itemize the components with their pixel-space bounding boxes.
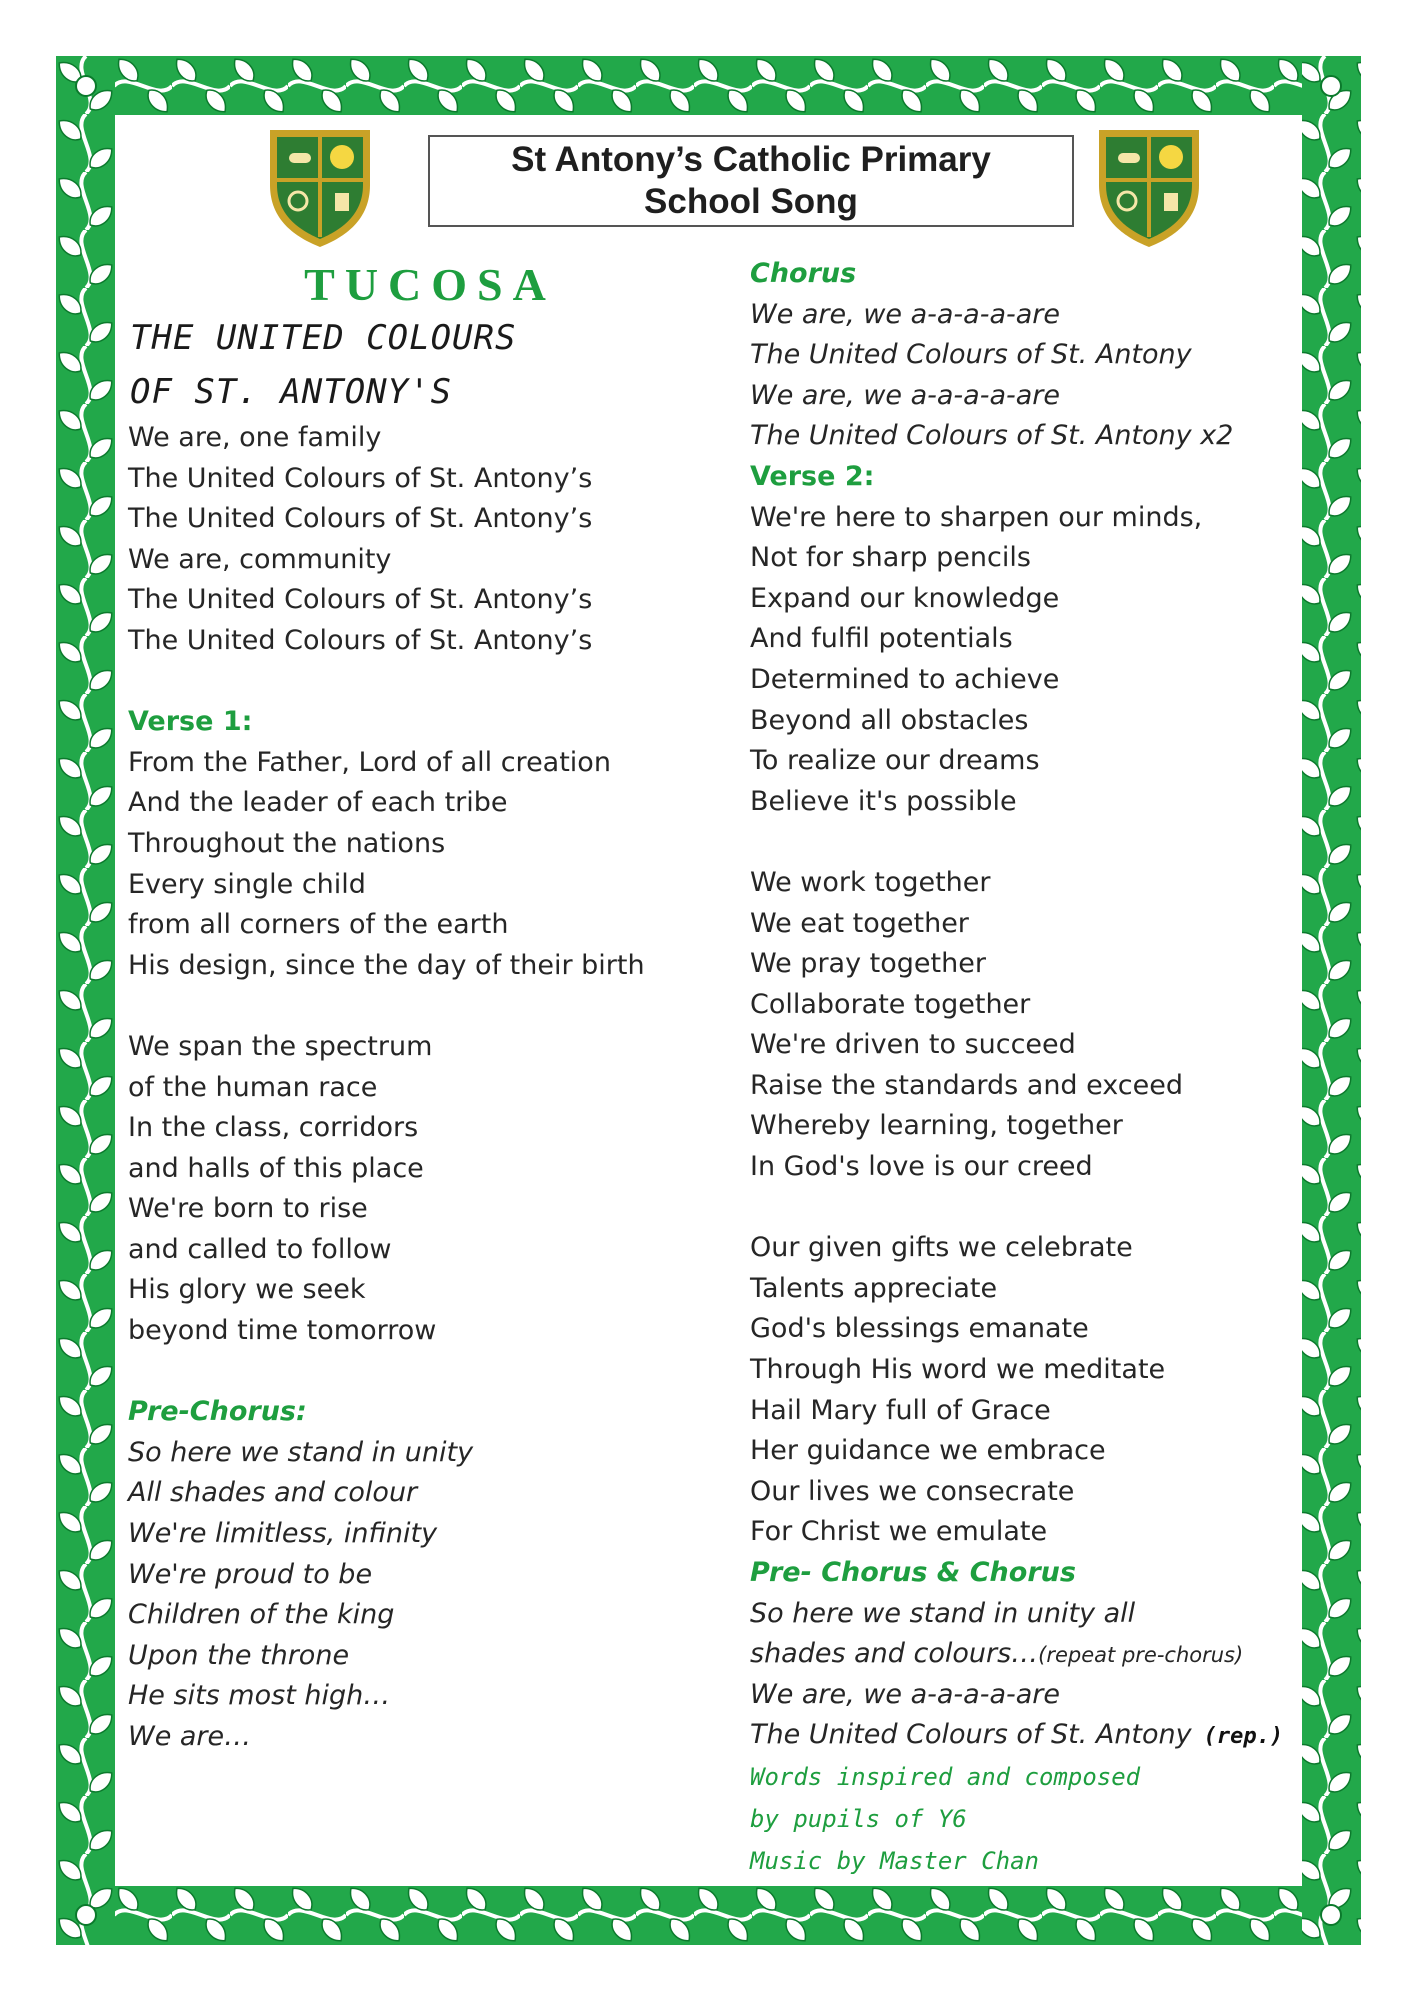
left-column xyxy=(128,418,728,1758)
lyric-line: from all corners of the earth xyxy=(128,909,509,941)
lyric-line: In the class, corridors xyxy=(128,1112,419,1144)
lyric-line xyxy=(750,1634,1310,1675)
lyric-line: Talents appreciate xyxy=(750,1272,998,1304)
lyric-line: We are, we a-a-a-a-are xyxy=(750,298,1060,330)
title-line-1: St Antony’s Catholic Primary xyxy=(511,140,991,179)
lyric-line: We're here to sharpen our minds, xyxy=(750,501,1203,533)
lyric-line: Beyond all obstacles xyxy=(750,704,1029,736)
lyric-line: We are, we a-a-a-a-are xyxy=(750,379,1060,411)
lyric-line: Determined to achieve xyxy=(750,663,1060,695)
lyric-line: We are, we a-a-a-a-are xyxy=(750,1678,1060,1710)
lyric-line xyxy=(750,1715,1310,1756)
lyric-line: Our lives we consecrate xyxy=(750,1475,1075,1507)
lyric-line: All shades and colour xyxy=(128,1477,418,1509)
lyric-line: Expand our knowledge xyxy=(750,582,1060,614)
right-column xyxy=(750,254,1310,1882)
lyric-line: Not for sharp pencils xyxy=(750,542,1031,574)
lyric-line: The United Colours of St. Antony’s xyxy=(128,462,593,494)
lyric-line: The United Colours of St. Antony’s xyxy=(128,584,593,616)
verse-1-heading: Verse 1: xyxy=(128,706,253,738)
lyric-line: God's blessings emanate xyxy=(750,1313,1089,1345)
lyric-line: We are, one family xyxy=(128,422,382,453)
lyric-text: The United Colours of St. Antony xyxy=(750,1719,1192,1751)
credit-line: Words inspired and composed xyxy=(750,1762,1141,1791)
lyric-line: In God's love is our creed xyxy=(750,1151,1093,1183)
lyric-line: Upon the throne xyxy=(128,1639,350,1671)
lyric-line: And the leader of each tribe xyxy=(128,787,508,819)
lyric-line: We span the spectrum xyxy=(128,1030,433,1062)
lyric-line: We are, community xyxy=(128,543,392,575)
lyric-line: We are… xyxy=(128,1721,252,1752)
credit-line: Music by Master Chan xyxy=(750,1846,1039,1875)
lyric-line: The United Colours of St. Antony xyxy=(750,339,1192,371)
tucosa-heading: TUCOSA xyxy=(304,259,556,310)
lyric-line: beyond time tomorrow xyxy=(128,1315,437,1347)
lyric-line: Children of the king xyxy=(128,1599,395,1631)
lyric-line: His design, since the day of their birth xyxy=(128,949,645,981)
lyric-line: We're driven to succeed xyxy=(750,1029,1076,1061)
title-line-2: School Song xyxy=(644,182,858,221)
repeat-note: (repeat pre-chorus) xyxy=(1038,1643,1244,1668)
song-subtitle-line-1: THE UNITED COLOURS xyxy=(130,318,517,358)
lyric-line: To realize our dreams xyxy=(750,745,1040,777)
lyric-line: Hail Mary full of Grace xyxy=(750,1394,1051,1426)
lyric-line: Our given gifts we celebrate xyxy=(750,1232,1133,1264)
lyric-line: We work together xyxy=(750,866,991,898)
lyric-line: We're proud to be xyxy=(128,1558,373,1590)
lyric-line: The United Colours of St. Antony’s xyxy=(128,624,593,656)
lyric-line: Raise the standards and exceed xyxy=(750,1069,1184,1101)
pre-chorus-and-chorus-heading: Pre- Chorus & Chorus xyxy=(750,1557,1076,1588)
lyric-line: We eat together xyxy=(750,907,969,939)
song-subtitle-line-2: OF ST. ANTONY'S xyxy=(130,372,453,412)
lyric-line: The United Colours of St. Antony’s xyxy=(128,503,593,535)
lyric-line: Believe it's possible xyxy=(750,785,1017,817)
lyric-text: shades and colours… xyxy=(750,1638,1039,1670)
lyric-line: He sits most high… xyxy=(128,1680,391,1712)
lyric-line: For Christ we emulate xyxy=(750,1516,1048,1548)
lyric-line: Whereby learning, together xyxy=(750,1110,1123,1142)
lyric-line: The United Colours of St. Antony x2 xyxy=(750,420,1234,452)
pre-chorus-heading: Pre-Chorus: xyxy=(128,1396,307,1428)
lyric-line: Through His word we meditate xyxy=(750,1354,1166,1386)
lyric-line: Every single child xyxy=(128,868,366,900)
lyric-line: Collaborate together xyxy=(750,988,1031,1020)
lyric-line: We're limitless, infinity xyxy=(128,1518,438,1550)
repeat-note: (rep.) xyxy=(1203,1724,1284,1750)
song-title-box xyxy=(428,135,1074,227)
lyric-line: So here we stand in unity all xyxy=(750,1597,1136,1629)
school-crest-icon xyxy=(265,125,375,250)
credit-line: by pupils of Y6 xyxy=(750,1804,967,1833)
lyric-line: And fulfil potentials xyxy=(750,623,1013,655)
chorus-heading: Chorus xyxy=(750,258,857,289)
lyric-line: and called to follow xyxy=(128,1233,392,1265)
school-crest-icon xyxy=(1094,125,1204,250)
lyric-line: Throughout the nations xyxy=(128,827,446,859)
verse-2-heading: Verse 2: xyxy=(750,460,875,492)
lyric-line: Her guidance we embrace xyxy=(750,1435,1106,1467)
lyric-line: So here we stand in unity xyxy=(128,1436,474,1468)
lyric-line: His glory we seek xyxy=(128,1274,366,1306)
lyric-line: of the human race xyxy=(128,1071,378,1103)
lyric-line: We're born to rise xyxy=(128,1193,368,1225)
lyric-line: and halls of this place xyxy=(128,1152,424,1184)
lyric-line: From the Father, Lord of all creation xyxy=(128,746,611,778)
lyric-line: We pray together xyxy=(750,948,986,980)
